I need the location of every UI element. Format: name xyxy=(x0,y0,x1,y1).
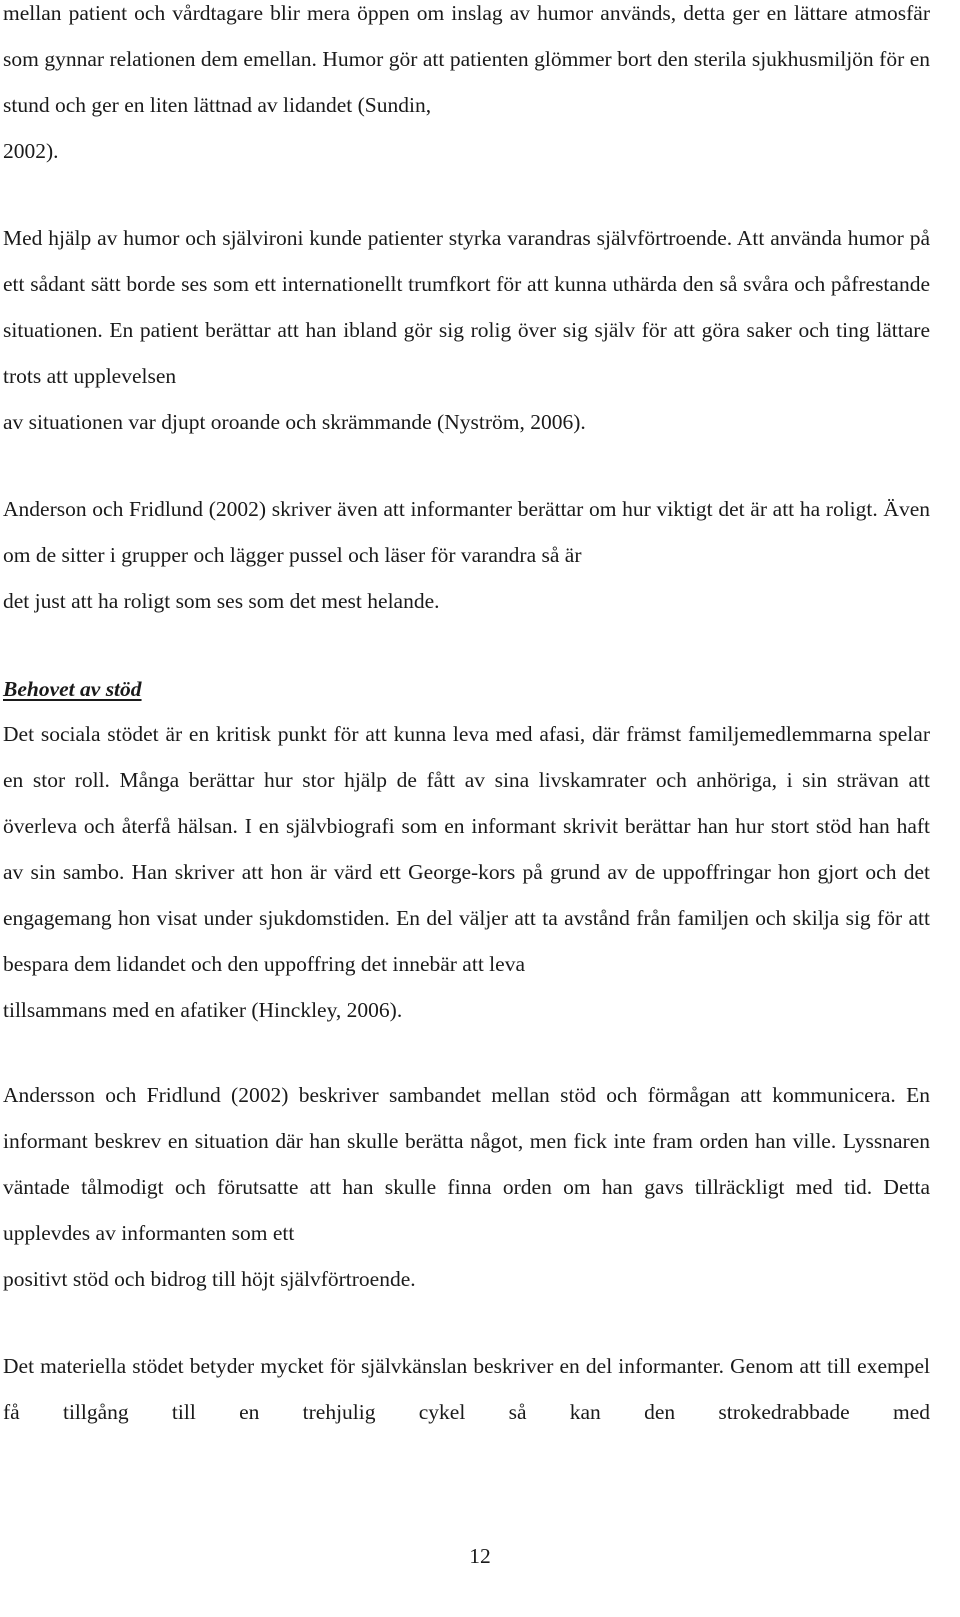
paragraph-last-line: 2002). xyxy=(3,139,59,163)
paragraph-last-line: av situationen var djupt oroande och skrämmande (Nyström, 2006). xyxy=(3,410,586,434)
paragraph-selfirony xyxy=(3,215,930,445)
paragraph-last-line: positivt stöd och bidrog till höjt självförtroende. xyxy=(3,1267,416,1291)
paragraph-text: Det sociala stödet är en kritisk punkt för att kunna leva med afasi, där främst familjemedlemmarna spelar en stor roll. Många berättar hur stor hjälp de fått av sina livskamrater och anhöriga, i sin strävan att överleva och återfå hälsan. I en självbiografi som en informant skrivit berättar han hur stort stöd han haft av sin sambo. Han skriver att hon är värd ett George-kors på grund av de uppoffringar hon gjort och det engagemang hon visat under sjukdomstiden. En del väljer att ta avstånd från familjen och skilja sig för att bespara dem lidandet och den uppoffring det innebär att leva xyxy=(3,722,930,976)
paragraph-last-line: det just att ha roligt som ses som det mest helande. xyxy=(3,589,440,613)
paragraph-text: Med hjälp av humor och självironi kunde patienter styrka varandras självförtroende. Att använda humor på ett sådant sätt borde ses som ett internationellt trumfkort för att kunna uthärda den så svåra och påfrestande situationen. En patient berättar att han ibland gör sig rolig över sig själv för att göra saker och ting lättare trots att upplevelsen xyxy=(3,226,930,388)
paragraph-humor-relation xyxy=(3,0,930,174)
paragraph-text: Anderson och Fridlund (2002) skriver även att informanter berättar om hur viktigt det är att ha roligt. Även om de sitter i grupper och lägger pussel och läser för varandra så är xyxy=(3,497,930,567)
paragraph-text: Det materiella stödet betyder mycket för självkänslan beskriver en del informanter. Genom att till exempel få tillgång till en trehjulig cykel så kan den strokedrabbade med xyxy=(3,1354,930,1424)
page-number: 12 xyxy=(469,1544,491,1568)
paragraph-support-communication xyxy=(3,1072,930,1302)
paragraph-social-support xyxy=(3,711,930,1033)
paragraph-anderson-fun xyxy=(3,486,930,624)
paragraph-material-support xyxy=(3,1343,930,1435)
paragraph-text: Andersson och Fridlund (2002) beskriver sambandet mellan stöd och förmågan att kommunicera. En informant beskrev en situation där han skulle berätta något, men fick inte fram orden han ville. Lyssnaren väntade tålmodigt och förutsatte att han skulle finna orden om han gavs tillräckligt med tid. Detta upplevdes av informanten som ett xyxy=(3,1083,930,1245)
paragraph-last-line: tillsammans med en afatiker (Hinckley, 2006). xyxy=(3,998,403,1022)
section-heading: Behovet av stöd xyxy=(3,677,142,701)
paragraph-text: mellan patient och vårdtagare blir mera öppen om inslag av humor används, detta ger en lättare atmosfär som gynnar relationen dem emellan. Humor gör att patienten glömmer bort den sterila sjukhusmiljön för en stund och ger en liten lättnad av lidandet (Sundin, xyxy=(3,1,930,117)
